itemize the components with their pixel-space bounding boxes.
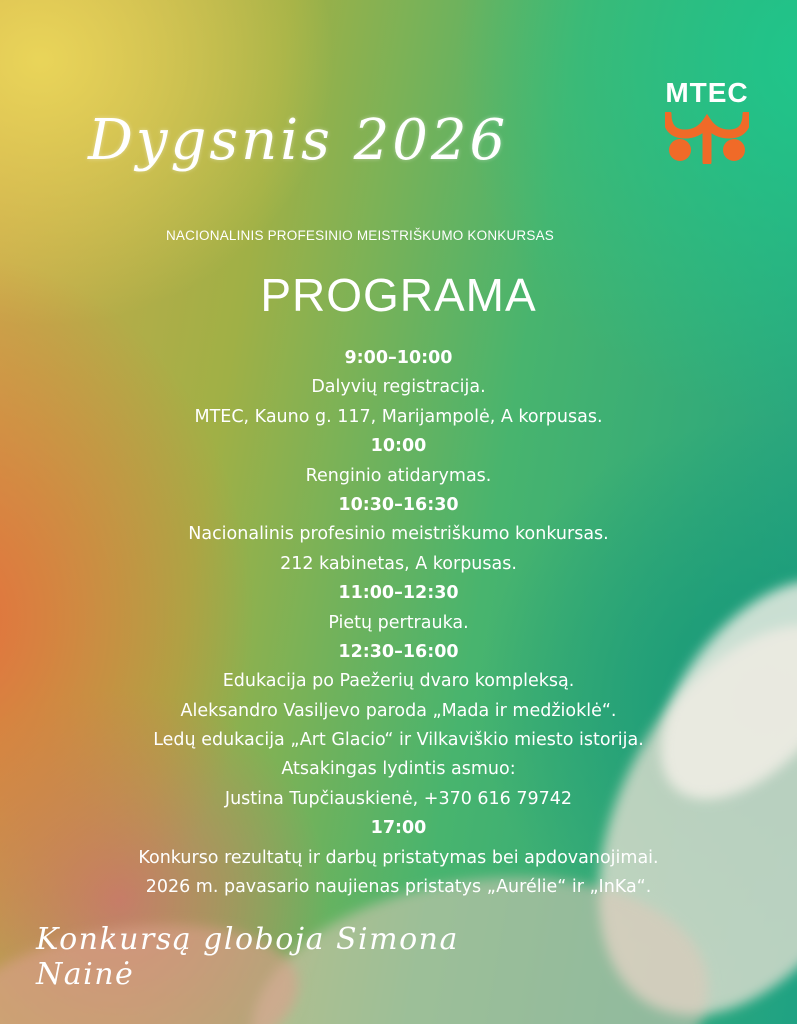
mtec-logo-icon (665, 112, 749, 164)
schedule-time: 9:00–10:00 (344, 348, 453, 368)
program-heading: PROGRAMA (260, 269, 537, 321)
schedule-description: Edukacija po Paežerių dvaro kompleksą. (222, 671, 575, 692)
schedule-description: MTEC, Kauno g. 117, Marijampolė, A korpusas. (194, 406, 603, 427)
schedule-time: 12:30–16:00 (338, 641, 459, 662)
schedule-description: Konkurso rezultatų ir darbų pristatymas bei apdovanojimai. (138, 847, 659, 868)
logo-text: MTEC (665, 77, 749, 108)
schedule-description: Renginio atidarymas. (305, 465, 492, 486)
event-subtitle: NACIONALINIS PROFESINIO MEISTRIŠKUMO KONKURSAS (165, 228, 554, 243)
schedule-description: 2026 m. pavasario naujienas pristatys „Aurélie“ ir „InKa“. (145, 877, 652, 898)
schedule-description: Justina Tupčiauskienė, +370 616 79742 (224, 788, 573, 809)
schedule-time: 10:00 (370, 436, 427, 457)
patron-signature: Konkursą globoja Simona Nainė (36, 922, 459, 992)
schedule-description: Dalyvių registracija. (311, 377, 486, 398)
schedule-description: Nacionalinis profesinio meistriškumo konkursas. (188, 524, 609, 545)
schedule-time: 17:00 (370, 818, 427, 839)
schedule-description: Atsakingas lydintis asmuo: (281, 759, 516, 780)
schedule-description: Pietų pertrauka. (328, 612, 469, 633)
schedule-time: 10:30–16:30 (338, 494, 459, 515)
event-title: Dygsnis 2026 (88, 108, 509, 173)
schedule-description: Ledų edukacija „Art Glacio“ ir Vilkaviškio miesto istorija. (153, 730, 644, 751)
schedule-time: 11:00–12:30 (338, 583, 459, 604)
mtec-logo (664, 78, 750, 164)
program-list (0, 344, 797, 902)
schedule-description: Aleksandro Vasiljevo paroda „Mada ir medžioklė“. (180, 700, 617, 721)
schedule-description: 212 kabinetas, A korpusas. (280, 553, 517, 574)
